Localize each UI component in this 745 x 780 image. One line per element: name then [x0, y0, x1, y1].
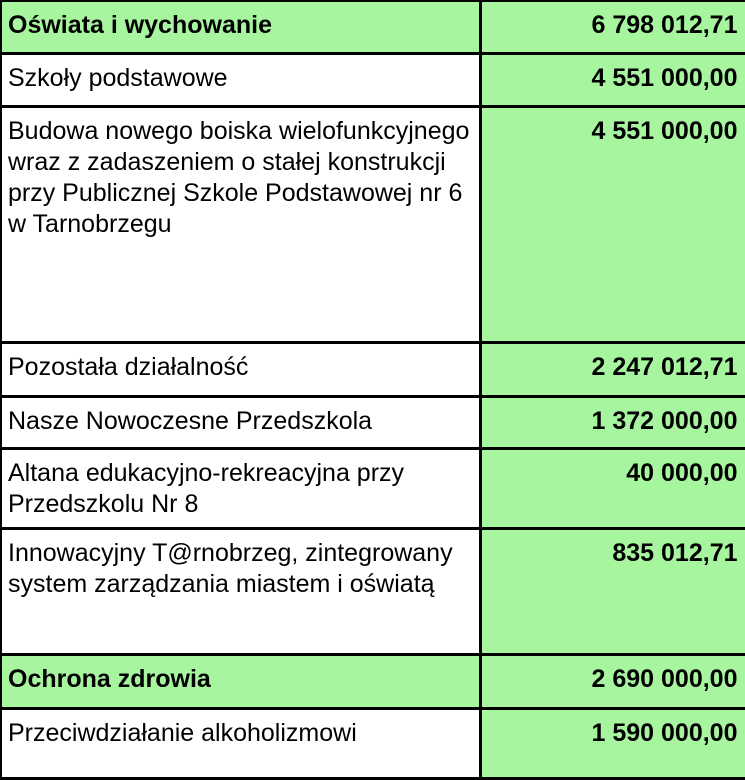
row-label: Pozostała działalność [1, 342, 480, 396]
table-row-section-oswiata [1, 1, 745, 53]
row-amount: 40 000,00 [480, 448, 745, 528]
table-row [1, 106, 745, 342]
row-label: Budowa nowego boiska wielofunkcyjnego wraz z zadaszeniem o stałej konstrukcji przy Publicznej Szkole Podstawowej nr 6 w Tarnobrzegu [1, 106, 480, 342]
row-label: Innowacyjny T@rnobrzeg, zintegrowany system zarządzania miastem i oświatą [1, 528, 480, 654]
row-amount: 4 551 000,00 [480, 106, 745, 342]
table-row [1, 342, 745, 396]
row-amount: 4 551 000,00 [480, 53, 745, 106]
table-row [1, 396, 745, 448]
row-amount: 1 372 000,00 [480, 396, 745, 448]
table-row [1, 53, 745, 106]
row-label: Nasze Nowoczesne Przedszkola [1, 396, 480, 448]
row-amount: 1 590 000,00 [480, 708, 745, 778]
row-label: Ochrona zdrowia [1, 654, 480, 708]
row-amount: 2 690 000,00 [480, 654, 745, 708]
row-amount: 2 247 012,71 [480, 342, 745, 396]
table-row [1, 528, 745, 654]
row-label: Altana edukacyjno-rekreacyjna przy Przedszkolu Nr 8 [1, 448, 480, 528]
row-label: Oświata i wychowanie [1, 1, 480, 53]
table-row [1, 448, 745, 528]
row-amount: 835 012,71 [480, 528, 745, 654]
row-amount: 6 798 012,71 [480, 1, 745, 53]
row-label: Przeciwdziałanie alkoholizmowi [1, 708, 480, 778]
row-label: Szkoły podstawowe [1, 53, 480, 106]
table-row-section-ochrona-zdrowia [1, 654, 745, 708]
